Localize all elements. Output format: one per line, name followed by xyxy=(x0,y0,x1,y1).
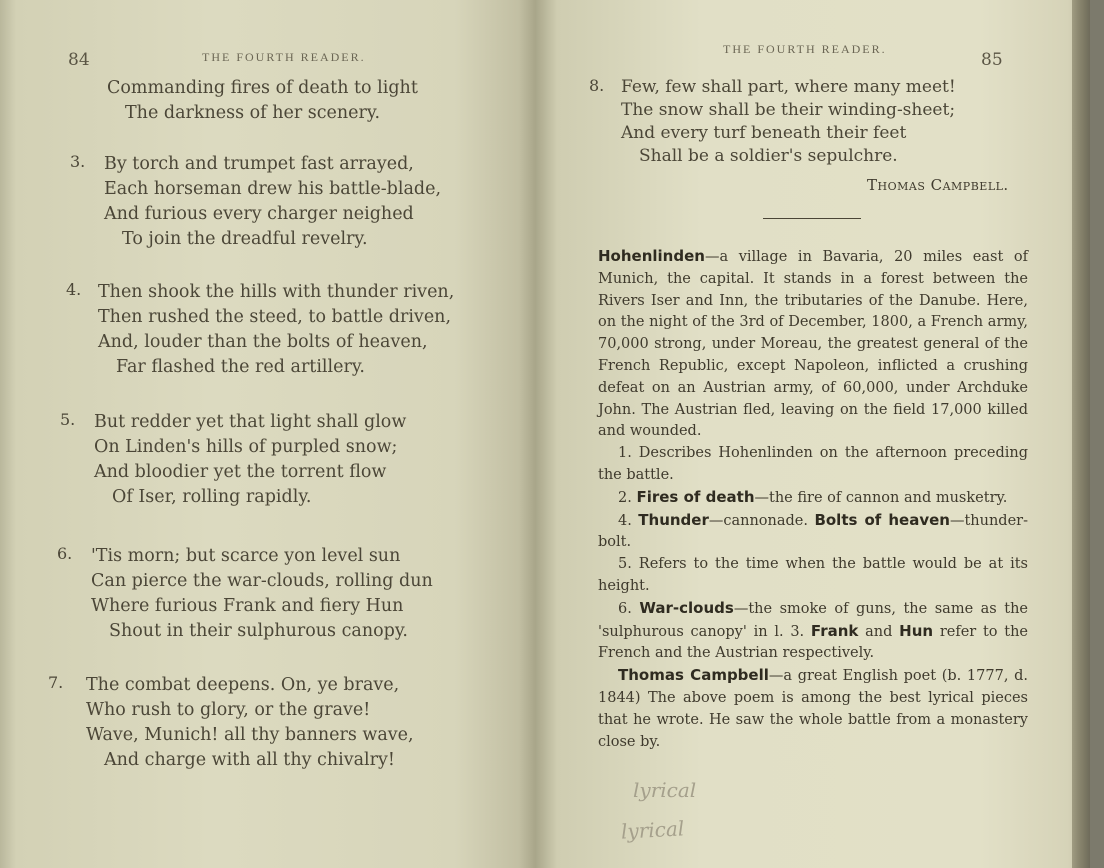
poem-line: And every turf beneath their feet xyxy=(621,123,907,143)
note-number: 2. xyxy=(618,489,632,506)
stanza-7 xyxy=(48,673,414,773)
poem-line: Few, few shall part, where many meet! xyxy=(621,77,956,97)
poem-line: By torch and trumpet fast arrayed, xyxy=(104,154,414,174)
left-running-head: THE FOURTH READER. xyxy=(202,50,366,64)
poem-line: And bloodier yet the torrent flow xyxy=(94,462,387,482)
note-text: refer to the French and the Austrian respectively. xyxy=(598,623,1029,662)
right-running-head: THE FOURTH READER. xyxy=(723,42,887,56)
poem-line: Then rushed the steed, to battle driven, xyxy=(98,307,452,327)
right-page xyxy=(535,0,1090,868)
note-2 xyxy=(598,487,1028,510)
poem-line: Who rush to glory, or the grave! xyxy=(86,700,371,720)
note-text: —a village in Bavaria, 20 miles east of Munich, the capital. It stands in a forest between the Rivers Iser and Inn, the tributaries of the Danube. Here, on the night of the 3rd of December, 1800, a French army, 70,000 strong, under Moreau, the greatest general of the French Republic, except Napoleon, inflicted a crushing defeat on an Austrian army, of 60,000, under Archduke John. The Austrian fled, leaving on the field 17,000 killed and wounded. xyxy=(598,249,1028,440)
poem-line: Commanding fires of death to light xyxy=(107,78,418,98)
poem-line: The combat deepens. On, ye brave, xyxy=(86,675,400,695)
poem-line: But redder yet that light shall glow xyxy=(94,412,407,432)
section-divider xyxy=(763,218,861,219)
left-page xyxy=(0,0,535,868)
note-term: Hohenlinden xyxy=(598,247,705,265)
note-campbell xyxy=(598,665,1028,753)
poem-line: The snow shall be their winding-sheet; xyxy=(621,100,956,120)
page-edge xyxy=(1072,0,1090,868)
notes-section xyxy=(598,246,1028,753)
poem-line: Far flashed the red artillery. xyxy=(116,357,365,377)
stanza-4 xyxy=(66,280,455,380)
stanza-number: 4. xyxy=(66,280,82,299)
stanza-number: 6. xyxy=(57,544,73,563)
stanza-number: 3. xyxy=(70,152,86,171)
handwritten-annotation: lyrical xyxy=(620,816,685,844)
note-text: and xyxy=(865,623,893,640)
stanza-number: 7. xyxy=(48,673,64,692)
left-page-number: 84 xyxy=(68,50,90,70)
poem-line: Wave, Munich! all thy banners wave, xyxy=(86,725,414,745)
stanza-2-continued xyxy=(107,76,418,126)
poem-line: Shout in their sulphurous canopy. xyxy=(109,621,408,641)
stanza-number: 5. xyxy=(60,410,76,429)
note-text: —a great English poet (b. 1777, d. 1844) The above poem is among the best lyrical pieces that he wrote. He saw the whole battle from a monastery close by. xyxy=(598,668,1029,750)
poem-line: And, louder than the bolts of heaven, xyxy=(98,332,428,352)
poem-line: Can pierce the war-clouds, rolling dun xyxy=(91,571,433,591)
note-text: —the smoke of guns, the same as the 'sulphurous canopy' in l. 3. xyxy=(598,600,1029,640)
stanza-5 xyxy=(60,410,407,510)
poem-line: To join the dreadful revelry. xyxy=(122,229,368,249)
note-number: 6. xyxy=(618,600,632,617)
poem-line: Of Iser, rolling rapidly. xyxy=(112,487,312,507)
stanza-3 xyxy=(70,152,442,252)
note-term: War-clouds xyxy=(639,598,734,617)
poem-line: And charge with all thy chivalry! xyxy=(104,750,395,770)
note-term: Hun xyxy=(899,621,934,640)
note-term: Frank xyxy=(810,621,859,640)
poem-line: Where furious Frank and fiery Hun xyxy=(91,596,404,616)
note-5: 5. Refers to the time when the battle would be at its height. xyxy=(598,556,1028,594)
note-text: —the fire of cannon and musketry. xyxy=(754,489,1008,506)
note-4 xyxy=(598,510,1028,555)
note-text: —cannonade. xyxy=(708,512,808,529)
poem-line: And furious every charger neighed xyxy=(104,204,414,224)
stanza-number: 8. xyxy=(589,76,605,95)
right-page-number: 85 xyxy=(981,50,1003,70)
note-1: 1. Describes Hohenlinden on the afternoon preceding the battle. xyxy=(598,445,1028,483)
poem-line: On Linden's hills of purpled snow; xyxy=(94,437,398,457)
poem-author: Thomas Campbell. xyxy=(867,176,1009,194)
poem-line: 'Tis morn; but scarce yon level sun xyxy=(91,546,401,566)
note-hohenlinden xyxy=(598,246,1028,443)
note-6 xyxy=(598,598,1028,665)
note-text: —thunder-bolt. xyxy=(598,512,1028,551)
handwritten-annotation: lyrical xyxy=(633,778,697,802)
note-term: Thomas Campbell xyxy=(618,666,769,685)
note-number: 4. xyxy=(618,512,632,529)
note-term: Thunder xyxy=(638,510,709,529)
poem-line: Each horseman drew his battle-blade, xyxy=(104,179,442,199)
note-term: Bolts of heaven xyxy=(814,510,950,529)
stanza-6 xyxy=(57,544,433,644)
poem-line: Then shook the hills with thunder riven, xyxy=(98,282,455,302)
poem-line: The darkness of her scenery. xyxy=(125,103,381,123)
stanza-8 xyxy=(589,76,956,168)
poem-line: Shall be a soldier's sepulchre. xyxy=(639,146,898,166)
note-term: Fires of death xyxy=(636,487,755,506)
